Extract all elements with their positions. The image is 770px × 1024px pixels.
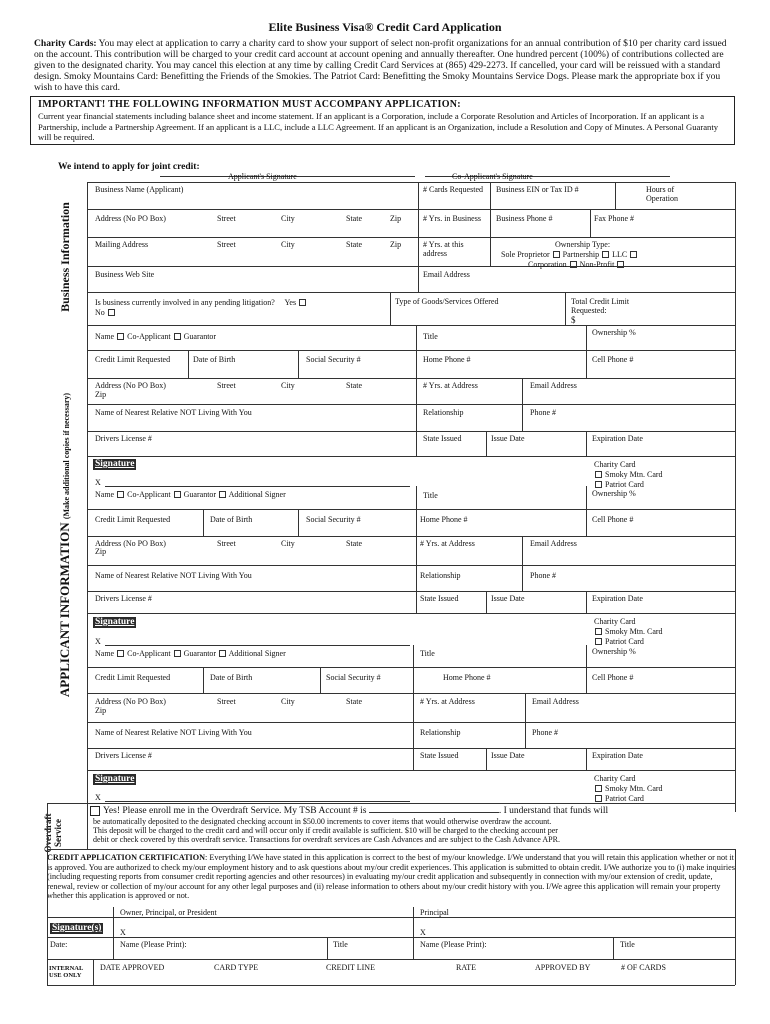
applicant1-signature-label: Signature [95, 459, 135, 469]
litigation-yes-checkbox[interactable] [299, 299, 306, 306]
applicant1-patriot-option: Patriot Card [594, 480, 644, 489]
applicant3-ownership-label: Ownership % [592, 647, 636, 656]
applicant3-relationship-label: Relationship [420, 728, 461, 737]
litigation-no: No [95, 308, 116, 317]
overdraft-enroll-checkbox[interactable] [90, 806, 100, 816]
applicant2-state-issued-label: State Issued [420, 594, 459, 603]
applicant1-zip-label: Zip [95, 390, 107, 399]
dollar-sign: $ [571, 315, 576, 325]
mailing-city-label: City [281, 240, 295, 249]
applicant1-name-row: Name Co-Applicant Guarantor [95, 332, 217, 341]
website-label: Business Web Site [95, 270, 155, 279]
business-email-label: Email Address [423, 270, 470, 279]
business-address-label: Address (No PO Box) [95, 214, 166, 223]
applicant3-title-label: Title [420, 649, 435, 658]
applicant2-phone-label: Phone # [530, 571, 556, 580]
applicant3-charity-card-label: Charity Card [594, 774, 636, 783]
applicant3-state-label: State [346, 697, 362, 706]
applicant3-name-row: Name Co-Applicant Guarantor Additional Signer [95, 649, 286, 658]
applicant2-guarantor-checkbox[interactable] [174, 491, 181, 498]
applicant3-cell-phone-label: Cell Phone # [592, 673, 634, 682]
fax-phone-label: Fax Phone # [594, 214, 634, 223]
applicant3-issue-date-label: Issue Date [491, 751, 525, 760]
applicant2-city-label: City [281, 539, 295, 548]
applicant3-address-label: Address (No PO Box) [95, 697, 166, 706]
applicant-signature-label: Applicant's Signature [228, 172, 297, 181]
applicant2-credit-limit-label: Credit Limit Requested [95, 515, 171, 524]
business-info-side-label: Business Information [58, 202, 72, 312]
applicant2-zip-label: Zip [95, 547, 107, 556]
overdraft-line2: be automatically deposited to the designated checking account in $50.00 increments to cover items that would otherwise overdraw the account. [93, 817, 552, 826]
applicant2-relative-label: Name of Nearest Relative NOT Living With You [95, 571, 252, 580]
applicant2-relationship-label: Relationship [420, 571, 461, 580]
llc-checkbox[interactable] [630, 251, 637, 258]
applicant1-email-label: Email Address [530, 381, 577, 390]
applicant3-state-issued-label: State Issued [420, 751, 459, 760]
nonprofit-checkbox[interactable] [617, 261, 624, 268]
applicant1-dob-label: Date of Birth [193, 355, 236, 364]
applicant1-issue-date-label: Issue Date [491, 434, 525, 443]
applicant1-relative-label: Name of Nearest Relative NOT Living With You [95, 408, 252, 417]
mailing-state-label: State [346, 240, 362, 249]
applicant1-cell-phone-label: Cell Phone # [592, 355, 634, 364]
applicant1-yrs-address-label: # Yrs. at Address [423, 381, 478, 390]
applicant1-expiration-label: Expiration Date [592, 434, 643, 443]
overdraft-line4: debit or check covered by this overdraft service. Transactions for overdraft services are Cash Advances and are subject to the Cash Advance APR. [93, 835, 560, 844]
applicant2-street-label: Street [217, 539, 236, 548]
applicant1-title-label: Title [423, 332, 438, 341]
litigation-question: Is business currently involved in any pending litigation? Yes [95, 298, 307, 307]
applicant3-phone-label: Phone # [532, 728, 558, 737]
important-text: Current year financial statements including balance sheet and income statement. If an applicant is a Corporation, include a Corporate Resolution and Articles of Incorporation. If an applicant is a Partnership, include a Partnership Agreement. If an applicant is a LLC, include a LLC Agreement. If an applicant is an Organization, include a Resolution and Copy of Minutes. A Personal Guaranty will be required. [38, 111, 719, 143]
applicant1-guarantor-checkbox[interactable] [174, 333, 181, 340]
owner-principal-label: Owner, Principal, or President [120, 908, 217, 917]
principal-name-print-label: Name (Please Print): [420, 940, 487, 949]
applicant3-dob-label: Date of Birth [210, 673, 253, 682]
applicant2-name-row: Name Co-Applicant Guarantor Additional Signer [95, 490, 286, 499]
ownership-type-row1: Sole Proprietor Partnership LLC [501, 250, 638, 259]
applicant1-coapplicant-checkbox[interactable] [117, 333, 124, 340]
applicant2-issue-date-label: Issue Date [491, 594, 525, 603]
business-street-label: Street [217, 214, 236, 223]
applicant3-relative-label: Name of Nearest Relative NOT Living With You [95, 728, 252, 737]
business-ein-label: Business EIN or Tax ID # [496, 185, 579, 194]
applicant-info-side-label [57, 370, 73, 720]
certification-paragraph [47, 853, 737, 901]
overdraft-side-label: Overdraft Service [43, 813, 63, 853]
partnership-checkbox[interactable] [602, 251, 609, 258]
applicant1-smoky-checkbox[interactable] [595, 471, 602, 478]
applicant2-smoky-option: Smoky Mtn. Card [594, 627, 663, 636]
applicant3-ssn-label: Social Security # [326, 673, 381, 682]
joint-credit-label: We intend to apply for joint credit: [58, 162, 200, 172]
signature-principal-x: X [420, 928, 426, 937]
ownership-type-row2: Corporation Non-Profit [528, 260, 625, 269]
applicant1-ownership-label: Ownership % [592, 328, 636, 337]
applicant2-signature-label: Signature [95, 617, 135, 627]
applicant-info-side-title: APPLICANT INFORMATION [57, 522, 72, 698]
applicant2-dob-label: Date of Birth [210, 515, 253, 524]
charity-cards-paragraph [34, 38, 738, 93]
num-cards-label: # Cards Requested [423, 185, 483, 194]
yrs-in-business-label: # Yrs. in Business [423, 214, 481, 223]
sole-proprietor-checkbox[interactable] [553, 251, 560, 258]
yrs-at-address-label: # Yrs. at this address [423, 240, 464, 258]
credit-line-label: CREDIT LINE [326, 963, 375, 972]
applicant1-credit-limit-label: Credit Limit Requested [95, 355, 171, 364]
applicant2-address-label: Address (No PO Box) [95, 539, 166, 548]
litigation-no-checkbox[interactable] [108, 309, 115, 316]
certification-heading: CREDIT APPLICATION CERTIFICATION [47, 853, 206, 862]
applicant3-signature-x: X [95, 793, 101, 802]
applicant3-expiration-label: Expiration Date [592, 751, 643, 760]
signatures-label: Signature(s) [52, 923, 102, 933]
applicant3-smoky-checkbox[interactable] [595, 785, 602, 792]
charity-cards-heading: Charity Cards: [34, 38, 97, 49]
applicant1-street-label: Street [217, 381, 236, 390]
applicant2-patriot-checkbox[interactable] [595, 638, 602, 645]
applicant3-license-label: Drivers License # [95, 751, 152, 760]
business-state-label: State [346, 214, 362, 223]
applicant2-ssn-label: Social Security # [306, 515, 361, 524]
principal-title-label: Title [620, 940, 635, 949]
mailing-street-label: Street [217, 240, 236, 249]
applicant2-email-label: Email Address [530, 539, 577, 548]
overdraft-line1: Yes! Please enroll me in the Overdraft Service. My TSB Account # is . I understand that funds will [103, 806, 609, 816]
applicant3-email-label: Email Address [532, 697, 579, 706]
applicant3-guarantor-checkbox[interactable] [174, 650, 181, 657]
num-of-cards-label: # OF CARDS [621, 963, 666, 972]
applicant1-smoky-option: Smoky Mtn. Card [594, 470, 663, 479]
applicant2-home-phone-label: Home Phone # [420, 515, 468, 524]
principal-label: Principal [420, 908, 449, 917]
applicant3-zip-label: Zip [95, 706, 107, 715]
applicant1-home-phone-label: Home Phone # [423, 355, 471, 364]
applicant2-coapplicant-checkbox[interactable] [117, 491, 124, 498]
owner-title-label: Title [333, 940, 348, 949]
overdraft-line3: This deposit will be charged to the credit card and will occur only if credit available is sufficient. $10 will be charged to the checking account per [93, 826, 558, 835]
applicant1-phone-label: Phone # [530, 408, 556, 417]
card-type-label: CARD TYPE [214, 963, 259, 972]
overdraft-account-field[interactable] [369, 812, 499, 813]
important-heading: IMPORTANT! THE FOLLOWING INFORMATION MUST ACCOMPANY APPLICATION: [38, 99, 461, 110]
applicant2-expiration-label: Expiration Date [592, 594, 643, 603]
applicant1-signature-x: X [95, 478, 101, 487]
hours-label: Hours of Operation [646, 185, 678, 203]
applicant3-signature-label: Signature [95, 774, 135, 784]
business-name-label: Business Name (Applicant) [95, 185, 184, 194]
owner-name-print-label: Name (Please Print): [120, 940, 187, 949]
applicant-info-side-note: (Make additional copies if necessary) [62, 392, 71, 520]
applicant3-additional-signer-checkbox[interactable] [219, 650, 226, 657]
certification-text: : Everything I/We have stated in this application is correct to the best of my/our knowledge. I/We understand that you will retain this application whether or not it is approved. You are authorized to check my/our employment history and to ask questions about my/our credit experiences. This application is submitted to obtain credit. I/We authorize you to (i) make inquiries (including requesting reports from consumer credit reporting agencies and other resources) in evaluating my/our credit application and subsequently in connection with my/our extension of credit, update, renewal, review or collection of my/our account for any other legal purposes and (ii) release information to others about my/our credit history with you. I/We agree this application will remain your property whether this application is approved or not. [47, 853, 735, 901]
applicant1-license-label: Drivers License # [95, 434, 152, 443]
applicant2-title-label: Title [423, 491, 438, 500]
applicant1-state-issued-label: State Issued [423, 434, 462, 443]
date-approved-label: DATE APPROVED [100, 963, 165, 972]
applicant2-cell-phone-label: Cell Phone # [592, 515, 634, 524]
applicant2-patriot-option: Patriot Card [594, 637, 644, 646]
applicant3-patriot-checkbox[interactable] [595, 795, 602, 802]
applicant1-address-label: Address (No PO Box) [95, 381, 166, 390]
applicant1-relationship-label: Relationship [423, 408, 464, 417]
applicant3-coapplicant-checkbox[interactable] [117, 650, 124, 657]
applicant1-state-label: State [346, 381, 362, 390]
business-city-label: City [281, 214, 295, 223]
applicant2-smoky-checkbox[interactable] [595, 628, 602, 635]
mailing-zip-label: Zip [390, 240, 402, 249]
goods-services-label: Type of Goods/Services Offered [395, 297, 499, 306]
applicant1-city-label: City [281, 381, 295, 390]
applicant2-yrs-address-label: # Yrs. at Address [420, 539, 475, 548]
applicant1-patriot-checkbox[interactable] [595, 481, 602, 488]
ownership-type-label: Ownership Type: [555, 240, 611, 249]
rate-label: RATE [456, 963, 476, 972]
applicant2-additional-signer-checkbox[interactable] [219, 491, 226, 498]
applicant3-street-label: Street [217, 697, 236, 706]
page-title: Elite Business Visa® Credit Card Application [268, 20, 502, 34]
applicant2-charity-card-label: Charity Card [594, 617, 636, 626]
applicant3-home-phone-label: Home Phone # [443, 673, 491, 682]
applicant3-city-label: City [281, 697, 295, 706]
mailing-address-label: Mailing Address [95, 240, 149, 249]
applicant3-patriot-option: Patriot Card [594, 794, 644, 803]
corporation-checkbox[interactable] [570, 261, 577, 268]
charity-cards-text: You may elect at application to carry a charity card to show your support of select non-profit organizations for an annual contribution of $10 per charity card issued on the account. This contribution will be charged to your credit card account at account opening and annually thereafter. One hundred percent (100%) of contributions collected are given to the designated charity. You may cancel this election at any time by calling Credit Card Services at (865) 429-2273. If cancelled, your card will be reissued with a standard design. Smoky Mountains Card: Benefitting the Friends of the Smokies. The Patriot Card: Benefitting the Smoky Mountains Service Dogs. Please mark the appropriate box if you wish to have this card. [34, 38, 727, 93]
date-label: Date: [50, 940, 68, 949]
applicant2-signature-x: X [95, 637, 101, 646]
approved-by-label: APPROVED BY [535, 963, 591, 972]
signature-owner-x: X [120, 928, 126, 937]
coapplicant-signature-label: Co-Applicant's Signature [452, 172, 533, 181]
applicant3-smoky-option: Smoky Mtn. Card [594, 784, 663, 793]
business-zip-label: Zip [390, 214, 402, 223]
business-phone-label: Business Phone # [496, 214, 553, 223]
applicant3-yrs-address-label: # Yrs. at Address [420, 697, 475, 706]
total-credit-limit-label: Total Credit Limit Requested: [571, 297, 630, 315]
applicant3-credit-limit-label: Credit Limit Requested [95, 673, 171, 682]
applicant2-ownership-label: Ownership % [592, 489, 636, 498]
applicant2-state-label: State [346, 539, 362, 548]
applicant1-charity-card-label: Charity Card [594, 460, 636, 469]
applicant1-ssn-label: Social Security # [306, 355, 361, 364]
internal-use-label: INTERNAL USE ONLY [49, 965, 83, 979]
applicant2-license-label: Drivers License # [95, 594, 152, 603]
